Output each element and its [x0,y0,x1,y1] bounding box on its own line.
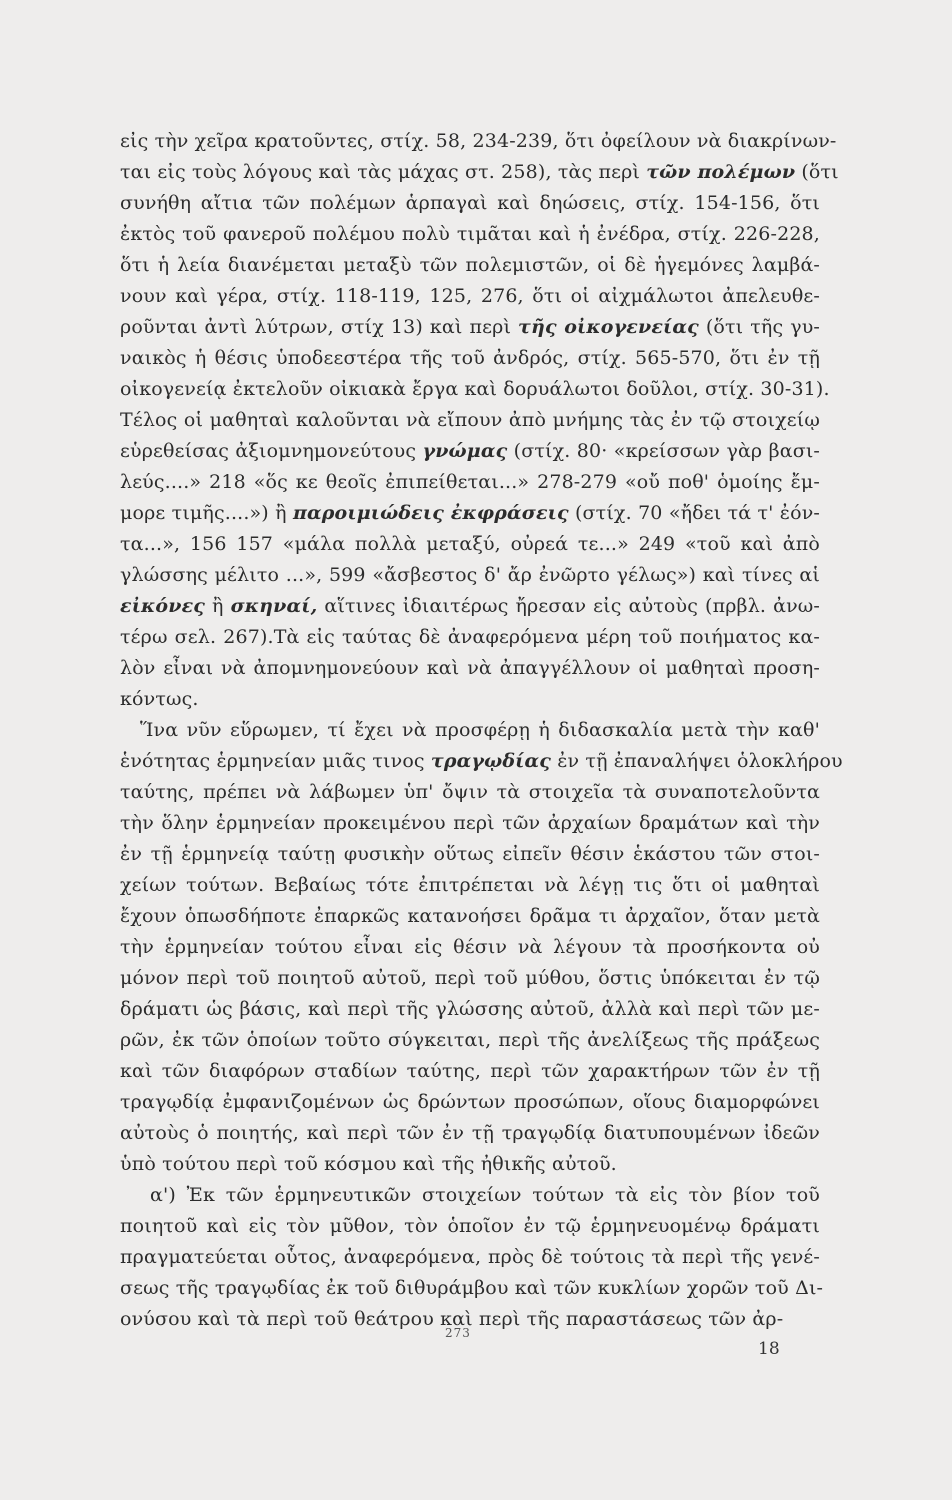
text-line: εὑρεθείσας ἀξιομνημονεύτους γνώμας (στίχ. 80· «κρείσσων γὰρ βασι- [120,440,820,462]
text-line: μόνον περὶ τοῦ ποιητοῦ αὐτοῦ, περὶ τοῦ μύθου, ὅστις ὑπόκειται ἐν τῷ [120,967,820,989]
text-line: εἰς τὴν χεῖρα κρατοῦντες, στίχ. 58, 234-239, ὅτι ὀφείλουν νὰ διακρίνων- [120,130,837,152]
text-line: δράματι ὡς βάσις, καὶ περὶ τῆς γλώσσης αὐτοῦ, ἀλλὰ καὶ περὶ τῶν με- [120,998,820,1020]
text-line: χείων τούτων. Βεβαίως τότε ἐπιτρέπεται νὰ λέγῃ τις ὅτι οἱ μαθηταὶ [120,874,820,896]
text-line: λὸν εἶναι νὰ ἀπομνημονεύουν καὶ νὰ ἀπαγγέλλουν οἱ μαθηταὶ προση- [120,657,820,679]
text-line: ρῶν, ἐκ τῶν ὁποίων τοῦτο σύγκειται, περὶ τῆς ἀνελίξεως τῆς πράξεως [120,1029,820,1051]
text-line: ταύτης, πρέπει νὰ λάβωμεν ὑπ' ὄψιν τὰ στοιχεῖα τὰ συναποτελοῦντα [120,781,820,803]
text-line: κόντως. [120,688,199,710]
text-line: συνήθη αἴτια τῶν πολέμων ἁρπαγαὶ καὶ δηώσεις, στίχ. 154-156, ὅτι [120,192,820,214]
text-line: ονύσου καὶ τὰ περὶ τοῦ θεάτρου καὶ περὶ τῆς παραστάσεως τῶν ἀρ- [120,1308,784,1330]
page-number: 273 [445,1326,471,1340]
text-line: ποιητοῦ καὶ εἰς τὸν μῦθον, τὸν ὁποῖον ἐν τῷ ἑρμηνευομένῳ δράματι [120,1215,820,1237]
text-line: ὅτι ἡ λεία διανέμεται μεταξὺ τῶν πολεμιστῶν, οἱ δὲ ἡγεμόνες λαμβά- [120,254,820,276]
emphasis-term: τῶν πολέμων [646,161,796,183]
emphasis-term: παροιμιώδεις ἐκφράσεις [292,502,569,524]
text-line: εἰκόνες ἢ σκηναί, αἵτινες ἰδιαιτέρως ἤρεσαν εἰς αὐτοὺς (πρβλ. ἀνω- [120,595,820,617]
text-line: τραγῳδίᾳ ἐμφανιζομένων ὡς δρώντων προσώπων, οἵους διαμορφώνει [120,1091,820,1113]
text-line: ὑπὸ τούτου περὶ τοῦ κόσμου καὶ τῆς ἠθικῆς αὐτοῦ. [120,1153,617,1175]
text-line: ἔχουν ὁπωσδήποτε ἐπαρκῶς κατανοήσει δρᾶμα τι ἀρχαῖον, ὅταν μετὰ [120,905,820,927]
text-line: νουν καὶ γέρα, στίχ. 118-119, 125, 276, ὅτι οἱ αἰχμάλωτοι ἀπελευθε- [120,285,820,307]
text-line: ἑνότητας ἑρμηνείαν μιᾶς τινος τραγῳδίας ἐν τῇ ἐπαναλήψει ὁλοκλήρου [120,750,843,772]
text-line: λεύς....» 218 «ὅς κε θεοῖς ἐπιπείθεται...» 278-279 «οὔ ποθ' ὁμοίης ἔμ- [120,471,820,493]
text-line: οἰκογενείᾳ ἐκτελοῦν οἰκιακὰ ἔργα καὶ δορυάλωτοι δοῦλοι, στίχ. 30-31). [120,378,830,400]
text-line: τὴν ὅλην ἑρμηνείαν προκειμένου περὶ τῶν ἀρχαίων δραμάτων καὶ τὴν [120,812,820,834]
text-line: ἐκτὸς τοῦ φανεροῦ πολέμου πολὺ τιμᾶται καὶ ἡ ἐνέδρα, στίχ. 226-228, [120,223,820,245]
text-line: γλώσσης μέλιτο ...», 599 «ἄσβεστος δ' ἄρ ἐνῶρτο γέλως») καὶ τίνες αἱ [120,564,820,586]
text-line: ναικὸς ἡ θέσις ὑποδεεστέρα τῆς τοῦ ἀνδρός, στίχ. 565-570, ὅτι ἐν τῇ [120,347,820,369]
text-line: Τέλος οἱ μαθηταὶ καλοῦνται νὰ εἴπουν ἀπὸ μνήμης τὰς ἐν τῷ στοιχείῳ [120,409,820,431]
emphasis-term: εἰκόνες [120,595,206,617]
body-text [120,126,843,1335]
signature-mark: 18 [758,1339,780,1359]
text-line: ροῦνται ἀντὶ λύτρων, στίχ 13) καὶ περὶ τῆς οἰκογενείας (ὅτι τῆς γυ- [120,316,821,338]
text-line: καὶ τῶν διαφόρων σταδίων ταύτης, περὶ τῶν χαρακτήρων τῶν ἐν τῇ [120,1060,820,1082]
text-line: τα...», 156 157 «μάλα πολλὰ μεταξύ, οὐρεά τε...» 249 «τοῦ καὶ ἀπὸ [120,533,820,555]
text-line: α') Ἐκ τῶν ἑρμηνευτικῶν στοιχείων τούτων τὰ εἰς τὸν βίον τοῦ [150,1184,820,1206]
text-line: τὴν ἑρμηνείαν τούτου εἶναι εἰς θέσιν νὰ λέγουν τὰ προσήκοντα οὐ [120,936,820,958]
text-line: ἐν τῇ ἑρμηνείᾳ ταύτῃ φυσικὴν οὕτως εἰπεῖν θέσιν ἑκάστου τῶν στοι- [120,843,820,865]
emphasis-term: τῆς οἰκογενείας [518,316,699,338]
emphasis-term: τραγῳδίας [430,750,551,772]
text-line: τέρω σελ. 267).Τὰ εἰς ταύτας δὲ ἀναφερόμενα μέρη τοῦ ποιήματος κα- [120,626,820,648]
emphasis-term: γνώμας [422,440,508,462]
text-line: ται εἰς τοὺς λόγους καὶ τὰς μάχας στ. 258), τὰς περὶ τῶν πολέμων (ὅτι [120,161,839,183]
text-line: σεως τῆς τραγῳδίας ἐκ τοῦ διθυράμβου καὶ τῶν κυκλίων χορῶν τοῦ Δι- [120,1277,824,1299]
emphasis-term: σκηναί, [230,595,318,617]
text-line: πραγματεύεται οὗτος, ἀναφερόμενα, πρὸς δὲ τούτοις τὰ περὶ τῆς γενέ- [120,1246,820,1268]
text-line: Ἵνα νῦν εὕρωμεν, τί ἔχει νὰ προσφέρῃ ἡ διδασκαλία μετὰ τὴν καθ' [140,719,820,741]
text-line: αὐτοὺς ὁ ποιητής, καὶ περὶ τῶν ἐν τῇ τραγῳδίᾳ διατυπουμένων ἰδεῶν [120,1122,820,1144]
text-line: μορε τιμῆς....») ἢ παροιμιώδεις ἐκφράσεις (στίχ. 70 «ἤδει τά τ' ἐόν- [120,502,821,524]
